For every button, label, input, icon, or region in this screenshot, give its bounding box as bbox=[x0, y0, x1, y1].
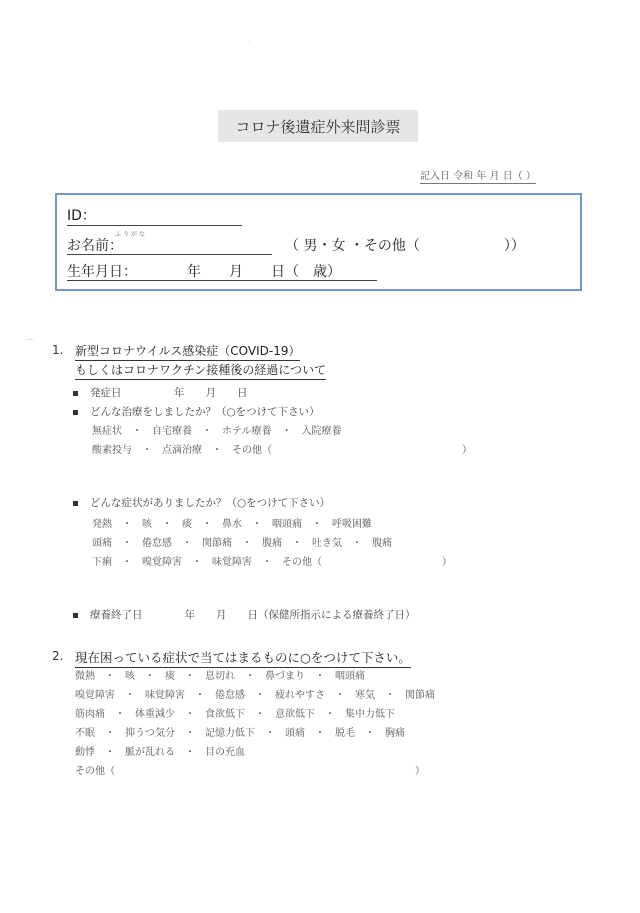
current-symptoms-other[interactable]: その他（ ） bbox=[75, 766, 425, 777]
form-title bbox=[218, 110, 418, 142]
patient-info-box bbox=[55, 193, 582, 291]
gender-options[interactable]: （ 男・女 ・その他（ ）） bbox=[285, 238, 525, 254]
bullet-icon bbox=[73, 410, 78, 415]
section1-heading-line1: 新型コロナウイルス感染症（COVID-19） bbox=[75, 342, 300, 361]
onset-date-row[interactable] bbox=[73, 385, 248, 400]
section2-number: 2. bbox=[52, 649, 64, 663]
treatment-options-row2[interactable]: 酸素投与 ・ 点滴治療 ・ その他（ ） bbox=[92, 445, 472, 456]
entry-date-line[interactable]: 記入日 令和 年 月 日（ ） bbox=[420, 167, 536, 184]
symptom-question bbox=[73, 495, 330, 510]
dob-underline bbox=[67, 280, 377, 281]
bullet-icon bbox=[73, 501, 78, 506]
symptom-options-row1[interactable]: 発熱 ・ 咳 ・ 痰 ・ 鼻水 ・ 咽頭痛 ・ 呼吸困難 bbox=[92, 519, 372, 530]
section1-number: 1. bbox=[52, 343, 64, 357]
name-furigana: ふりがな bbox=[115, 231, 148, 238]
treatment-question-text: どんな治療をしましたか？（○をつけて下さい） bbox=[90, 406, 320, 418]
section2-heading: 現在困っている症状で当てはまるものに○をつけて下さい。 bbox=[75, 648, 411, 668]
current-symptoms-row1[interactable]: 微熱 ・ 咳 ・ 痰 ・ 息切れ ・ 鼻づまり ・ 咽頭痛 bbox=[75, 671, 365, 682]
dob-label: 生年月日： bbox=[67, 264, 137, 280]
current-symptoms-row2[interactable]: 嗅覚障害 ・ 味覚障害 ・ 倦怠感 ・ 疲れやすさ ・ 寒気 ・ 関節痛 bbox=[75, 690, 435, 701]
current-symptoms-row5[interactable]: 動悸 ・ 脈が乱れる ・ 目の充血 bbox=[75, 747, 245, 758]
current-symptoms-row4[interactable]: 不眠 ・ 抑うつ気分 ・ 記憶力低下 ・ 頭痛 ・ 脱毛 ・ 胸痛 bbox=[75, 728, 405, 739]
treatment-options-row1[interactable]: 無症状 ・ 自宅療養 ・ ホテル療養 ・ 入院療養 bbox=[92, 426, 342, 437]
id-label: ID： bbox=[67, 208, 96, 224]
id-field[interactable] bbox=[67, 225, 242, 226]
form-title-text: コロナ後遺症外来問診票 bbox=[235, 117, 401, 136]
symptom-options-row2[interactable]: 頭痛 ・ 倦怠感 ・ 関節痛 ・ 腹痛 ・ 吐き気 ・ 腹痛 bbox=[92, 538, 392, 549]
onset-date-text: 発症日 年 月 日 bbox=[90, 387, 248, 399]
bullet-icon bbox=[73, 613, 78, 618]
name-field[interactable] bbox=[67, 254, 272, 255]
name-label: お名前： bbox=[67, 238, 123, 254]
recovery-date-row[interactable] bbox=[73, 607, 416, 622]
dob-fields[interactable]: 年 月 日（ 歳） bbox=[187, 264, 341, 280]
section1-heading-line2: もしくはコロナワクチン接種後の経過について bbox=[75, 361, 326, 380]
recovery-date-text: 療養終了日 年 月 日（保健所指示による療養終了日） bbox=[90, 609, 416, 621]
current-symptoms-row3[interactable]: 筋肉痛 ・ 体重減少 ・ 食欲低下 ・ 意欲低下 ・ 集中力低下 bbox=[75, 709, 395, 720]
scan-mark: ⌒ bbox=[26, 339, 34, 348]
bullet-icon bbox=[73, 391, 78, 396]
symptom-question-text: どんな症状がありましたか？（○をつけて下さい） bbox=[90, 497, 331, 509]
symptom-options-row3[interactable]: 下痢 ・ 嗅覚障害 ・ 味覚障害 ・ その他（ ） bbox=[92, 557, 452, 568]
treatment-question bbox=[73, 404, 320, 419]
scan-mark: · bbox=[248, 38, 251, 47]
